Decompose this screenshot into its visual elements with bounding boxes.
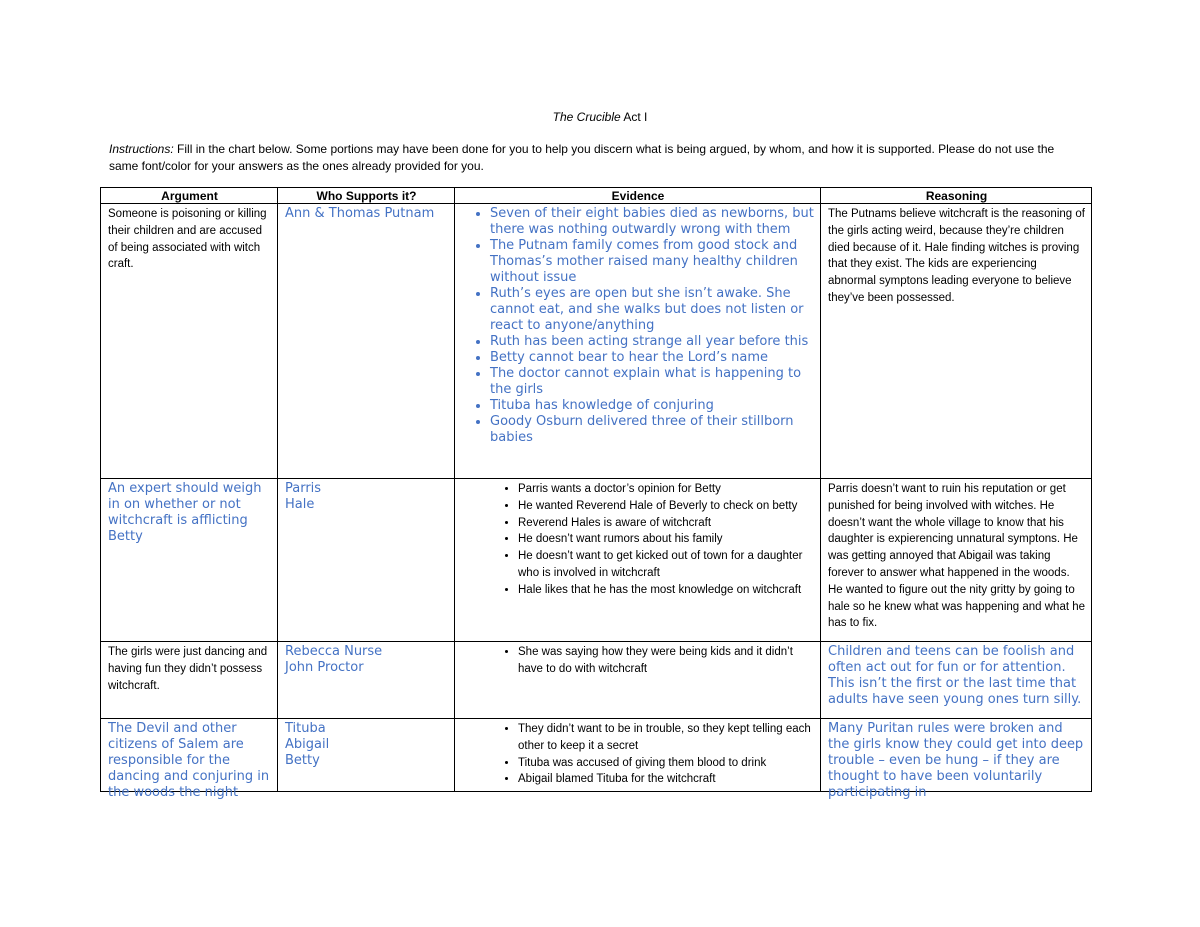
page-title xyxy=(0,110,1200,124)
supporters-cell xyxy=(278,719,455,792)
evidence-item: • Hale likes that he has the most knowledge on witchcraft xyxy=(518,582,814,599)
instructions-text: Fill in the chart below. Some portions may have been done for you to help you discern what is being argued, by whom, and how it is supported. Please do not use the same font/color for your answers as the ones already provided for you. xyxy=(109,142,1055,173)
argument-text: The girls were just dancing and having fun they didn’t possess witchcraft. xyxy=(108,646,268,692)
argument-text: Someone is poisoning or killing their children and are accused of being associated with witch craft. xyxy=(108,208,267,271)
evidence-item: • Ruth’s eyes are open but she isn’t awake. She cannot eat, and she walks but does not listen or react to anyone/anything xyxy=(490,286,814,334)
header-reasoning: Reasoning xyxy=(821,188,1092,204)
supporter: Hale xyxy=(285,497,315,512)
table-row xyxy=(101,204,1092,479)
evidence-list xyxy=(462,206,814,446)
evidence-list xyxy=(462,644,814,678)
reasoning-cell xyxy=(821,479,1092,642)
evidence-item: • He doesn’t want to get kicked out of town for a daughter who is involved in witchcraft xyxy=(518,548,814,582)
evidence-cell xyxy=(455,642,821,719)
argument-chart xyxy=(100,187,1092,800)
instructions-label: Instructions: xyxy=(109,142,174,156)
supporters-cell xyxy=(278,204,455,479)
evidence-cell xyxy=(455,479,821,642)
instructions xyxy=(109,141,1084,174)
header-argument: Argument xyxy=(101,188,278,204)
evidence-item: • Betty cannot bear to hear the Lord’s name xyxy=(490,350,814,366)
argument-text: The Devil and other citizens of Salem are responsible for the dancing and conjuring in the woods the night xyxy=(108,721,270,800)
supporter: Tituba xyxy=(285,721,326,736)
evidence-list xyxy=(462,481,814,599)
header-row xyxy=(101,188,1092,204)
evidence-item: • Abigail blamed Tituba for the witchcraft xyxy=(518,771,814,788)
supporter: John Proctor xyxy=(285,660,364,675)
evidence-cell xyxy=(455,719,821,792)
title-italic: The Crucible xyxy=(552,110,621,124)
table-row xyxy=(101,642,1092,719)
evidence-item: • The Putnam family comes from good stock and Thomas’s mother raised many healthy children without issue xyxy=(490,238,814,286)
argument-text: An expert should weigh in on whether or not witchcraft is afflicting Betty xyxy=(108,481,262,544)
evidence-item: • Goody Osburn delivered three of their stillborn babies xyxy=(490,414,814,446)
header-supporters: Who Supports it? xyxy=(278,188,455,204)
evidence-item: • Reverend Hales is aware of witchcraft xyxy=(518,515,814,532)
evidence-item: • Tituba was accused of giving them blood to drink xyxy=(518,755,814,772)
supporters-cell xyxy=(278,642,455,719)
evidence-item: • Ruth has been acting strange all year before this xyxy=(490,334,814,350)
reasoning-text: Many Puritan rules were broken and the girls know they could get into deep trouble – even be hung – if they are thought to have been voluntarily participating in xyxy=(828,721,1084,800)
argument-cell xyxy=(101,204,278,479)
argument-cell xyxy=(101,719,278,800)
table-row xyxy=(101,479,1092,642)
evidence-item: • Seven of their eight babies died as newborns, but there was nothing outwardly wrong with them xyxy=(490,206,814,238)
reasoning-cell xyxy=(821,719,1092,800)
evidence-item: • They didn’t want to be in trouble, so they kept telling each other to keep it a secret xyxy=(518,721,814,755)
supporter: Abigail xyxy=(285,737,330,752)
supporter: Parris xyxy=(285,481,322,496)
evidence-item: • He doesn’t want rumors about his family xyxy=(518,531,814,548)
evidence-list xyxy=(462,721,814,788)
header-evidence: Evidence xyxy=(455,188,821,204)
reasoning-text: Parris doesn’t want to ruin his reputation or get punished for being involved with witches. He doesn’t want the whole village to know that his daughter is expierencing unnatural symptons. He was getting annoyed that Abigail was taking forever to answer what happened in the woods. He wanted to figure out the nity gritty by going to hale so he knew what was happening and what he has to fix. xyxy=(828,483,1086,630)
argument-cell xyxy=(101,642,278,719)
title-rest: Act I xyxy=(620,110,648,124)
evidence-cell xyxy=(455,204,821,479)
reasoning-text: The Putnams believe witchcraft is the reasoning of the girls acting weird, because they’re children died because of it. Hale finding witches is proving that they exist. The kids are experiencing abnormal symptons leading everyone to believe they’ve been possessed. xyxy=(828,208,1085,304)
argument-cell xyxy=(101,479,278,642)
reasoning-text: Children and teens can be foolish and often act out for fun or for attention. This isn’t the first or the last time that adults have seen young ones turn silly. xyxy=(828,644,1082,707)
reasoning-cell xyxy=(821,642,1092,719)
supporter: Rebecca Nurse xyxy=(285,644,383,659)
evidence-item: • She was saying how they were being kids and it didn’t have to do with witchcraft xyxy=(518,644,814,678)
reasoning-cell xyxy=(821,204,1092,479)
supporter: Ann & Thomas Putnam xyxy=(285,206,435,221)
supporter: Betty xyxy=(285,753,320,768)
evidence-item: • Tituba has knowledge of conjuring xyxy=(490,398,814,414)
table-row xyxy=(101,719,1092,792)
evidence-item: • Parris wants a doctor’s opinion for Betty xyxy=(518,481,814,498)
supporters-cell xyxy=(278,479,455,642)
evidence-item: • He wanted Reverend Hale of Beverly to check on betty xyxy=(518,498,814,515)
evidence-item: • The doctor cannot explain what is happening to the girls xyxy=(490,366,814,398)
